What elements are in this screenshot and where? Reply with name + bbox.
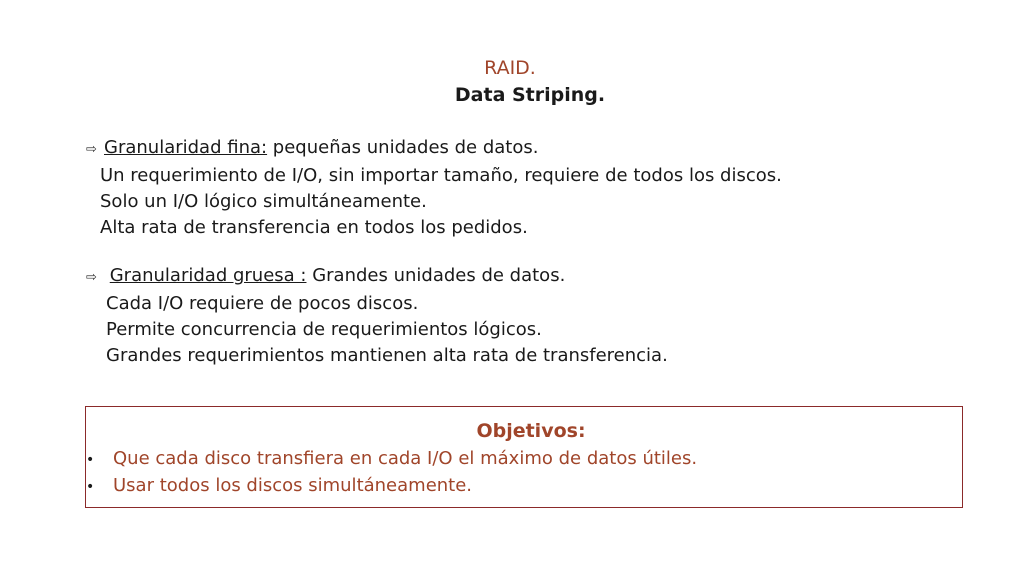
fine-line-3: Alta rata de transferencia en todos los pedidos. xyxy=(100,217,528,238)
list-item xyxy=(86,473,697,500)
coarse-line-1: Cada I/O requiere de pocos discos. xyxy=(106,293,419,314)
coarse-line-3: Grandes requerimientos mantienen alta rata de transferencia. xyxy=(106,345,668,366)
coarse-heading-line xyxy=(86,263,668,291)
objective-text-2: Usar todos los discos simultáneamente. xyxy=(113,475,473,496)
fine-heading-rest: pequeñas unidades de datos. xyxy=(267,137,539,158)
slide-subtitle: Data Striping. xyxy=(454,84,606,106)
title-text: RAID. xyxy=(484,57,536,79)
fine-heading: Granularidad fina: xyxy=(104,137,268,158)
coarse-heading-rest: Grandes unidades de datos. xyxy=(306,265,566,286)
fine-line-2: Solo un I/O lógico simultáneamente. xyxy=(100,191,427,212)
fine-heading-line xyxy=(86,135,782,163)
objectives-box xyxy=(85,406,963,508)
arrow-right-icon: ⇨ xyxy=(86,142,97,157)
arrow-right-icon: ⇨ xyxy=(86,270,97,285)
objectives-list xyxy=(86,446,697,500)
coarse-line-2: Permite concurrencia de requerimientos lógicos. xyxy=(106,319,542,340)
objectives-title: Objetivos: xyxy=(476,420,586,442)
bullet-icon: • xyxy=(86,479,95,495)
coarse-heading: Granularidad gruesa : xyxy=(109,265,307,286)
bullet-icon: • xyxy=(86,452,95,468)
list-item xyxy=(86,446,697,473)
section-coarse-granularity xyxy=(86,263,668,369)
section-fine-granularity xyxy=(86,135,782,241)
fine-line-1: Un requerimiento de I/O, sin importar tamaño, requiere de todos los discos. xyxy=(100,165,782,186)
objective-text-1: Que cada disco transfiera en cada I/O el máximo de datos útiles. xyxy=(113,448,698,469)
slide-title xyxy=(0,57,1024,79)
